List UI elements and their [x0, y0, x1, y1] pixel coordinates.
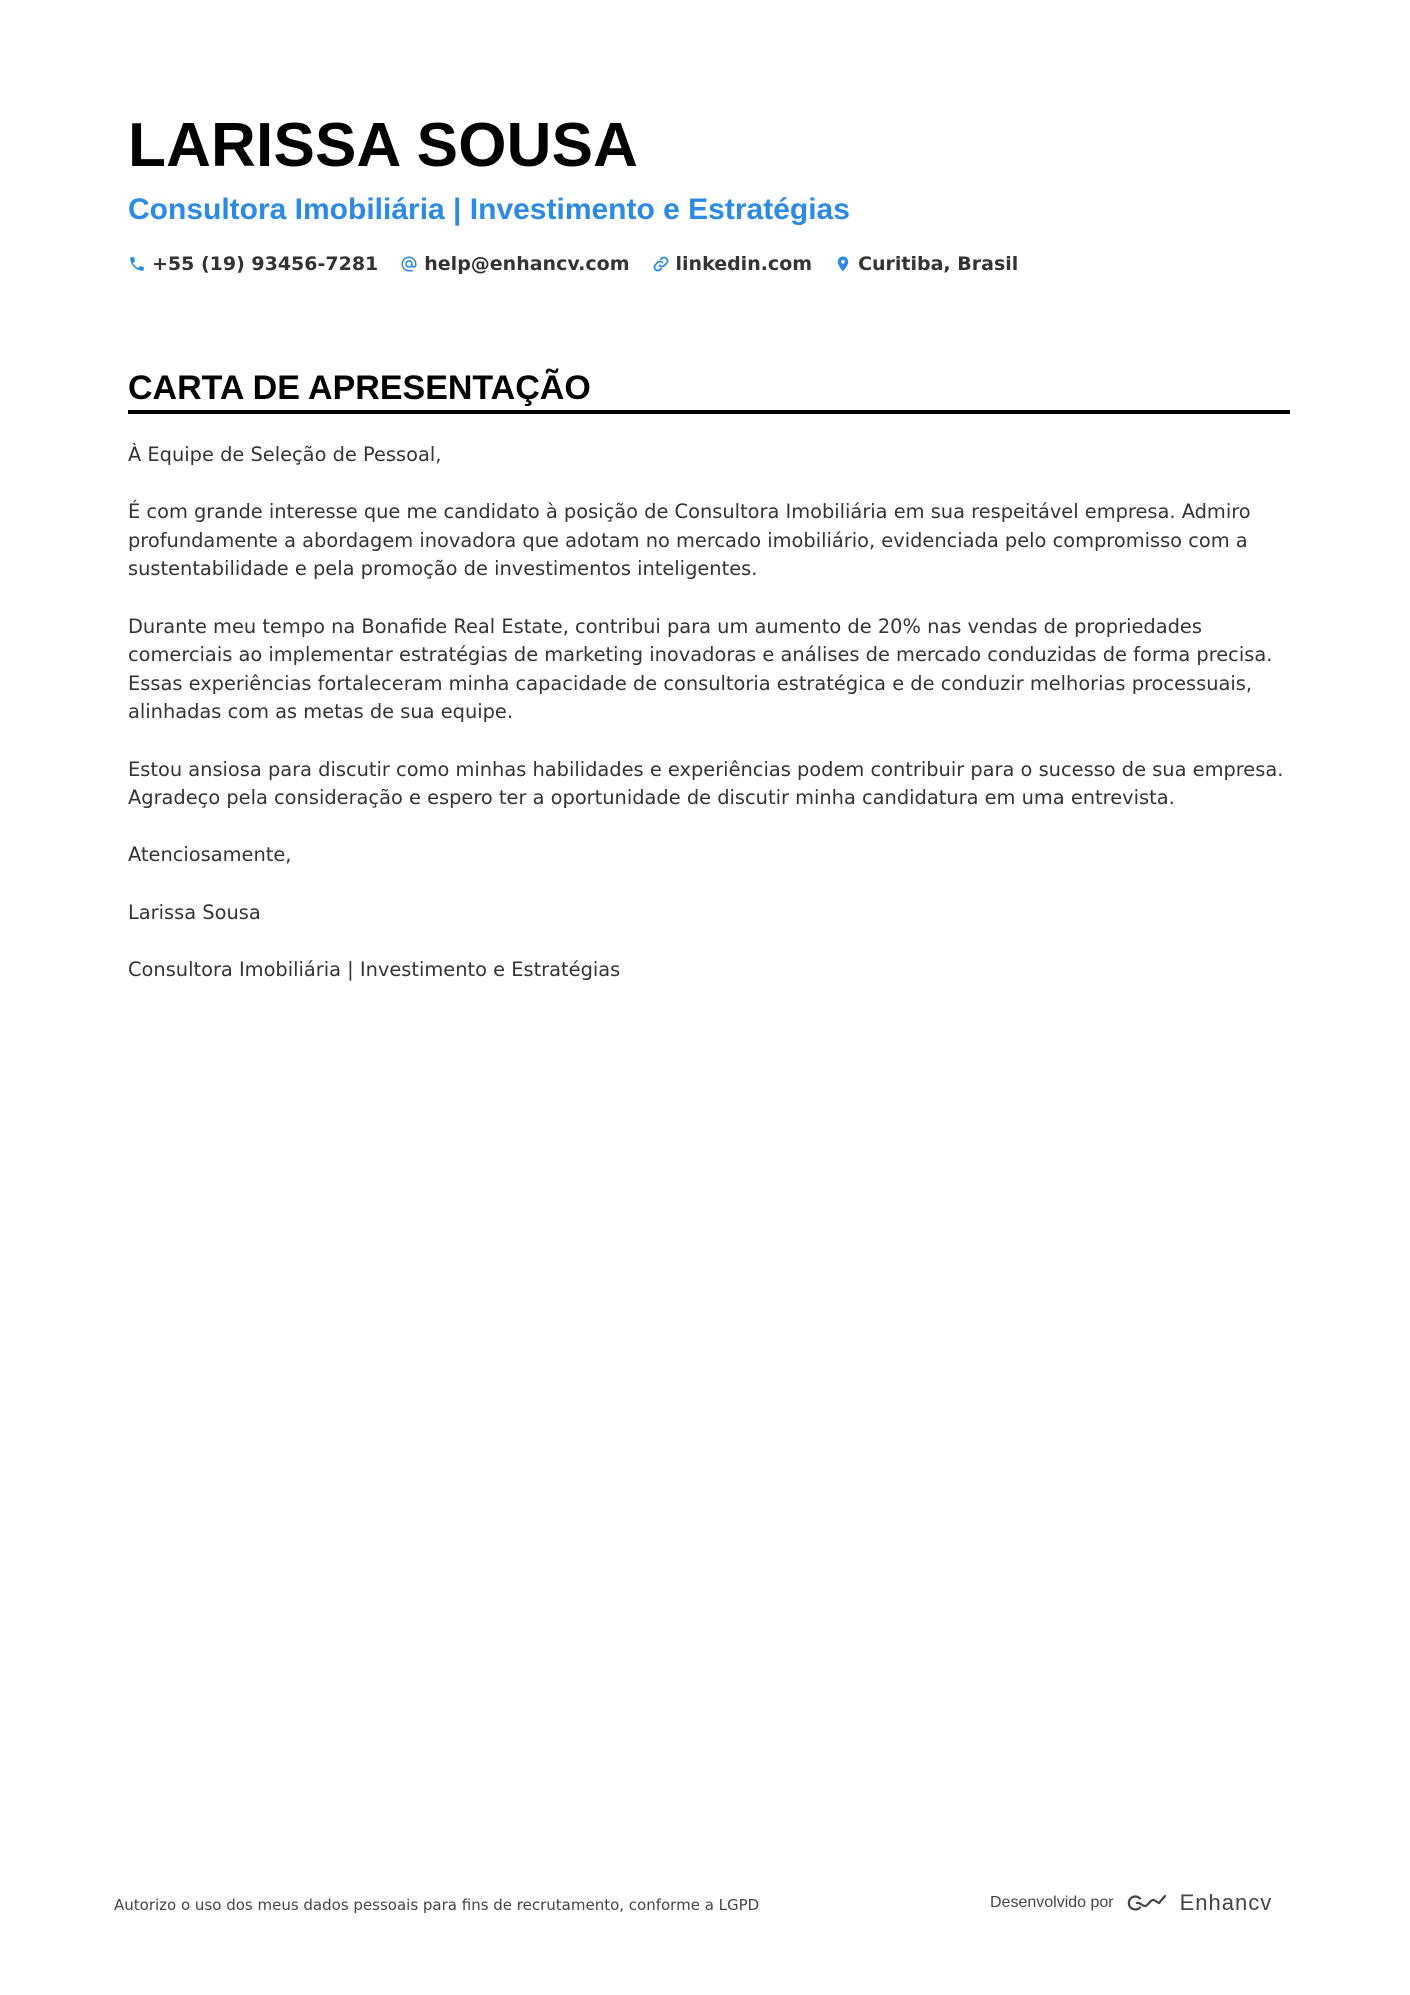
linkedin-text: linkedin.com [675, 253, 813, 275]
letter-greeting: À Equipe de Seleção de Pessoal, [128, 443, 442, 466]
phone-text: +55 (19) 93456-7281 [152, 253, 379, 275]
letter-paragraph: Durante meu tempo na Bonafide Real Estate, contribui para um aumento de 20% nas vendas de propriedades comerciais ao implementar estratégias de marketing inovadoras e análises de mercado conduzidas de forma precisa. Essas experiências fortaleceram minha capacidade de consultoria estratégica e de conduzir melhorias processuais, alinhadas com as metas de sua equipe. [128, 614, 1273, 724]
contact-email[interactable] [400, 253, 629, 275]
candidate-role: Consultora Imobiliária | Investimento e Estratégias [128, 193, 850, 226]
signature-title: Consultora Imobiliária | Investimento e Estratégias [128, 957, 621, 981]
phone-icon [128, 255, 146, 273]
candidate-name: LARISSA SOUSA [128, 111, 639, 180]
brand-name: Enhancv [1179, 1890, 1273, 1915]
contact-linkedin[interactable] [652, 253, 813, 275]
email-text: help@enhancv.com [424, 253, 630, 275]
letter-paragraph: É com grande interesse que me candidato à posição de Consultora Imobiliária em sua respeitável empresa. Admiro profundamente a abordagem inovadora que adotam no mercado imobiliário, evidenciada pelo compromisso com a sustentabilidade e pela promoção de investimentos inteligentes. [128, 500, 1251, 581]
section-divider [128, 410, 1290, 414]
link-icon [652, 255, 670, 273]
letter-body [128, 441, 1290, 1013]
consent-note: Autorizo o uso dos meus dados pessoais para fins de recrutamento, conforme a LGPD [114, 1896, 760, 1914]
letter-closing: Atenciosamente, [128, 843, 292, 867]
signature-name: Larissa Sousa [128, 900, 261, 924]
at-icon [400, 255, 418, 273]
contact-phone [128, 253, 378, 275]
section-title: CARTA DE APRESENTAÇÃO [128, 369, 591, 407]
contact-location [834, 253, 1018, 275]
location-text: Curitiba, Brasil [858, 253, 1019, 275]
location-pin-icon [834, 255, 852, 273]
letter-paragraph: Estou ansiosa para discutir como minhas habilidades e experiências podem contribuir para o sucesso de sua empresa. Agradeço pela consideração e espero ter a oportunidade de discutir minha candidatura em uma entrevista. [128, 757, 1284, 810]
powered-by[interactable] [990, 1890, 1272, 1916]
contact-bar [128, 253, 1018, 275]
powered-by-label: Desenvolvido por [990, 1894, 1114, 1911]
enhancv-logo-icon [1124, 1891, 1170, 1915]
